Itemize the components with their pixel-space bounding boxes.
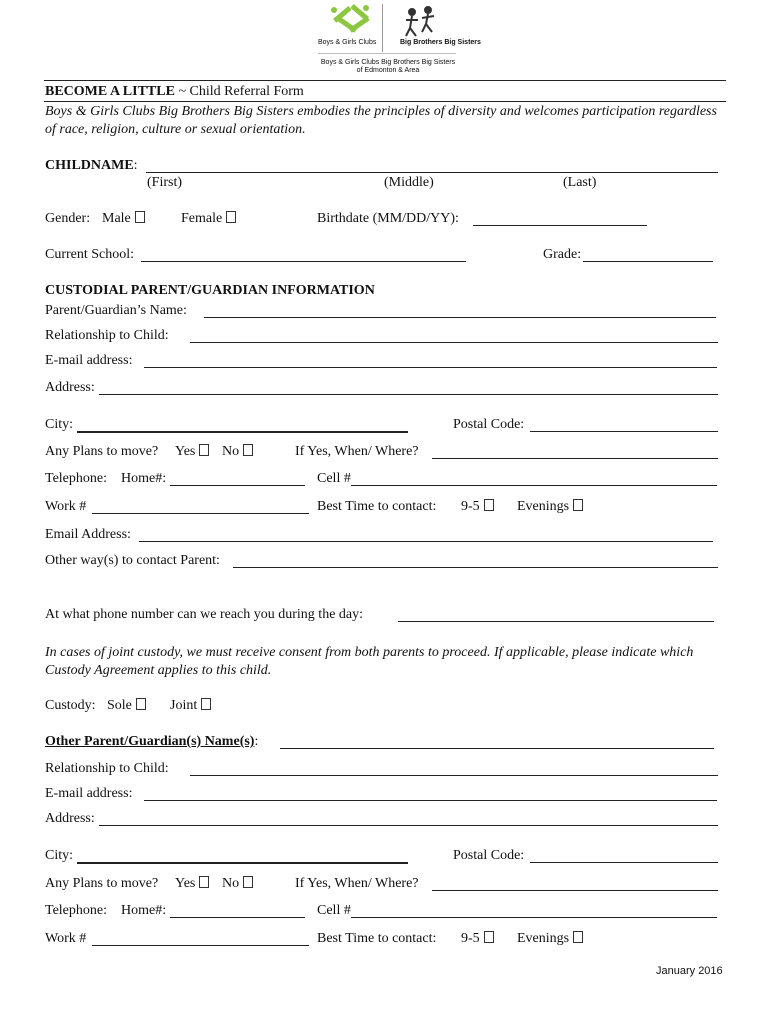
joint-checkbox[interactable] <box>201 698 211 710</box>
address-label: Address: <box>45 380 95 395</box>
footer-date: January 2016 <box>656 965 723 977</box>
postal-field[interactable] <box>530 431 718 432</box>
first-label: (First) <box>147 175 182 190</box>
grade-label: Grade: <box>543 247 582 262</box>
evenings-option[interactable]: Evenings <box>517 499 583 515</box>
other-postal-label: Postal Code: <box>453 848 525 863</box>
other-address-label: Address: <box>45 811 95 826</box>
other-move-yes-checkbox[interactable] <box>199 876 209 888</box>
parent-name-field[interactable] <box>204 317 716 318</box>
custody-label: Custody: <box>45 698 96 713</box>
telephone-label: Telephone: <box>45 471 107 486</box>
best-time-label: Best Time to contact: <box>317 499 437 514</box>
other-move-no-checkbox[interactable] <box>243 876 253 888</box>
email-field[interactable] <box>144 367 717 368</box>
other-city-label: City: <box>45 848 74 863</box>
gender-label: Gender: <box>45 211 91 226</box>
other-email-label: E-mail address: <box>45 786 133 801</box>
last-label: (Last) <box>563 175 597 190</box>
sole-option[interactable]: Sole <box>107 698 146 714</box>
postal-label: Postal Code: <box>453 417 525 432</box>
bgc-logo-name: Boys & Girls Clubs <box>318 39 377 46</box>
joint-custody-note: In cases of joint custody, we must receive consent from both parents to proceed. If applicable, please indicate which Custody Agreement applies to this child. <box>45 645 694 678</box>
form-title: BECOME A LITTLE ~ Child Referral Form <box>45 84 304 99</box>
birthdate-field[interactable] <box>473 225 647 226</box>
child-name-label: CHILDNAME: <box>45 158 138 173</box>
joint-option[interactable]: Joint <box>170 698 211 714</box>
other-nine-five-checkbox[interactable] <box>484 931 494 943</box>
grade-field[interactable] <box>583 261 713 262</box>
move-yes-checkbox[interactable] <box>199 444 209 456</box>
female-checkbox[interactable] <box>226 211 236 223</box>
other-when-label: If Yes, When/ Where? <box>295 876 419 891</box>
other-evenings-checkbox[interactable] <box>573 931 583 943</box>
cell-label: Cell # <box>317 471 351 486</box>
email-address-field[interactable] <box>139 541 713 542</box>
other-parent-heading: Other Parent/Guardian(s) Name(s): <box>45 734 259 749</box>
work-label: Work # <box>45 499 87 514</box>
when-label: If Yes, When/ Where? <box>295 444 419 459</box>
other-city-field[interactable] <box>77 862 408 864</box>
other-when-field[interactable] <box>432 890 718 891</box>
other-nine-five-option[interactable]: 9-5 <box>461 931 494 947</box>
intro-text: Boys & Girls Clubs Big Brothers Big Sisters embodies the principles of diversity and welcomes participation regardless of race, religion, culture or sexual orientation. <box>45 104 717 137</box>
bbbs-logo-icon <box>402 6 442 38</box>
other-address-field[interactable] <box>99 825 718 826</box>
email-label: E-mail address: <box>45 353 133 368</box>
other-work-label: Work # <box>45 931 87 946</box>
other-home-phone-field[interactable] <box>170 917 305 918</box>
relationship-field[interactable] <box>190 342 718 343</box>
other-move-label: Any Plans to move? <box>45 876 159 891</box>
sole-checkbox[interactable] <box>136 698 146 710</box>
nine-five-option[interactable]: 9-5 <box>461 499 494 515</box>
logo <box>314 2 481 76</box>
middle-label: (Middle) <box>384 175 434 190</box>
other-cell-label: Cell # <box>317 903 351 918</box>
other-work-field[interactable] <box>92 945 309 946</box>
other-postal-field[interactable] <box>530 862 718 863</box>
evenings-checkbox[interactable] <box>573 499 583 511</box>
male-option[interactable]: Male <box>102 211 145 227</box>
address-field[interactable] <box>99 394 718 395</box>
other-parent-name-field[interactable] <box>280 748 714 749</box>
child-name-field[interactable] <box>146 172 718 173</box>
day-phone-label: At what phone number can we reach you during the day: <box>45 607 364 622</box>
other-telephone-label: Telephone: <box>45 903 107 918</box>
other-relationship-label: Relationship to Child: <box>45 761 169 776</box>
other-best-time-label: Best Time to contact: <box>317 931 437 946</box>
other-relationship-field[interactable] <box>190 775 718 776</box>
bgc-logo-icon <box>328 4 376 36</box>
day-phone-field[interactable] <box>398 621 714 622</box>
other-email-field[interactable] <box>144 800 717 801</box>
work-field[interactable] <box>92 513 309 514</box>
other-contact-field[interactable] <box>233 567 718 568</box>
other-contact-label: Other way(s) to contact Parent: <box>45 553 220 568</box>
city-label: City: <box>45 417 74 432</box>
male-checkbox[interactable] <box>135 211 145 223</box>
birthdate-label: Birthdate (MM/DD/YY): <box>317 211 459 226</box>
relationship-label: Relationship to Child: <box>45 328 169 343</box>
city-field[interactable] <box>77 431 408 433</box>
move-no-option[interactable]: No <box>222 444 253 460</box>
cell-field[interactable] <box>351 485 717 486</box>
move-yes-option[interactable]: Yes <box>175 444 209 460</box>
school-label: Current School: <box>45 247 135 262</box>
other-move-yes-option[interactable]: Yes <box>175 876 209 892</box>
bbbs-logo-name: Big Brothers Big Sisters <box>400 39 481 46</box>
nine-five-checkbox[interactable] <box>484 499 494 511</box>
move-label: Any Plans to move? <box>45 444 159 459</box>
other-home-label: Home#: <box>121 903 167 918</box>
logo-caption-1: Boys & Girls Clubs Big Brothers Big Sisters <box>320 59 456 66</box>
when-field[interactable] <box>432 458 718 459</box>
school-field[interactable] <box>141 261 466 262</box>
email-address-label: Email Address: <box>45 527 131 542</box>
custodial-heading: CUSTODIAL PARENT/GUARDIAN INFORMATION <box>45 283 375 298</box>
move-no-checkbox[interactable] <box>243 444 253 456</box>
parent-name-label: Parent/Guardian’s Name: <box>45 303 187 318</box>
other-evenings-option[interactable]: Evenings <box>517 931 583 947</box>
home-phone-field[interactable] <box>170 485 305 486</box>
female-option[interactable]: Female <box>181 211 236 227</box>
other-move-no-option[interactable]: No <box>222 876 253 892</box>
logo-caption-2: of Edmonton & Area <box>356 67 420 74</box>
home-label: Home#: <box>121 471 167 486</box>
other-cell-field[interactable] <box>351 917 717 918</box>
